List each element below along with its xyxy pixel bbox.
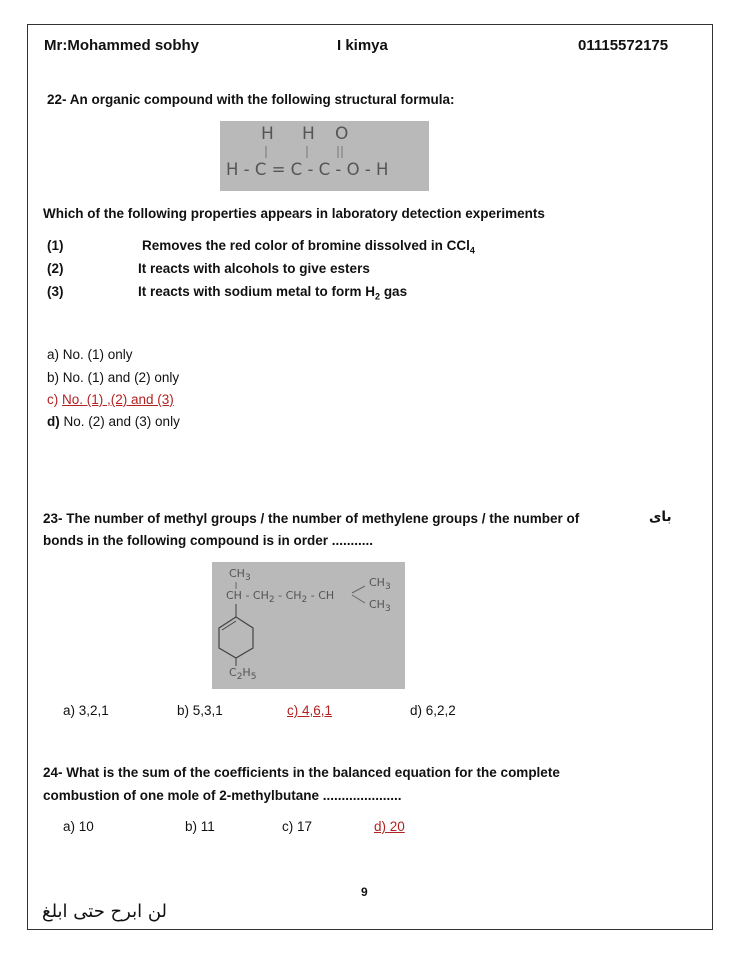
q23-structure-image [212,562,405,689]
q22-option-d[interactable]: d) No. (2) and (3) only [47,414,180,429]
statement-1-num: (1) [47,238,64,253]
methyl-top: $CH_3$ [229,567,251,584]
teacher-name: Mr:Mohammed sobhy [44,37,200,54]
statement-1-text: Removes the red color of bromine dissolved in CCl$_4$ [142,238,475,256]
brand-name: I kimya [337,37,388,54]
formula-chain: H - C = C - C - O - H [226,160,389,179]
h-atom: H [261,124,274,144]
q24-option-b[interactable]: b) 11 [185,819,215,834]
q24-line1: 24- What is the sum of the coefficients in the balanced equation for the complete [43,765,560,780]
q24-option-c[interactable]: c) 17 [282,819,313,834]
main-chain: CH - $CH_2 - CH_2$ - CH [226,589,335,606]
statement-3-num: (3) [47,284,64,299]
q23-option-b[interactable]: b) 5,3,1 [177,703,223,718]
q22-structure-image [220,121,429,191]
statement-2-num: (2) [47,261,64,276]
bond-lines [220,121,429,191]
h-atom: H [302,124,315,144]
q22-prompt: Which of the following properties appears in laboratory detection experiments [43,206,545,221]
q22-question: 22- An organic compound with the following structural formula: [47,92,455,107]
q23-option-a[interactable]: a) 3,2,1 [63,703,109,718]
q23-option-d[interactable]: d) 6,2,2 [410,703,456,718]
statement-3-text: It reacts with sodium metal to form $H_2$ gas [138,284,408,302]
footer-arabic-motto: لن ابرح حتى ابلغ [42,901,168,922]
q24-option-a[interactable]: a) 10 [63,819,94,834]
phone-number: 01115572175 [578,37,669,54]
branch-methyl-top: $CH_3$ [369,576,391,593]
q23-line2: bonds in the following compound is in order ........... [43,533,373,548]
q24-option-d-correct[interactable]: d) 20 [374,819,405,834]
q22-option-a[interactable]: a) No. (1) only [47,347,133,362]
statement-2-text: It reacts with alcohols to give esters [138,261,370,276]
q23-arabic-word: باى [649,509,672,525]
q24-line2: combustion of one mole of 2-methylbutane ..................... [43,788,402,803]
branch-methyl-bottom: $CH_3$ [369,598,391,615]
q23-option-c-correct[interactable]: c) 4,6,1 [287,703,333,718]
o-atom: O [335,124,349,144]
q23-line1: 23- The number of methyl groups / the number of methylene groups / the number of [43,511,580,526]
q22-option-b[interactable]: b) No. (1) and (2) only [47,370,180,385]
q22-option-c-correct[interactable]: c) No. (1) ,(2) and (3) [47,392,174,407]
page-number: 9 [361,885,368,899]
ethyl-group: $C_2H_5$ [229,666,257,683]
